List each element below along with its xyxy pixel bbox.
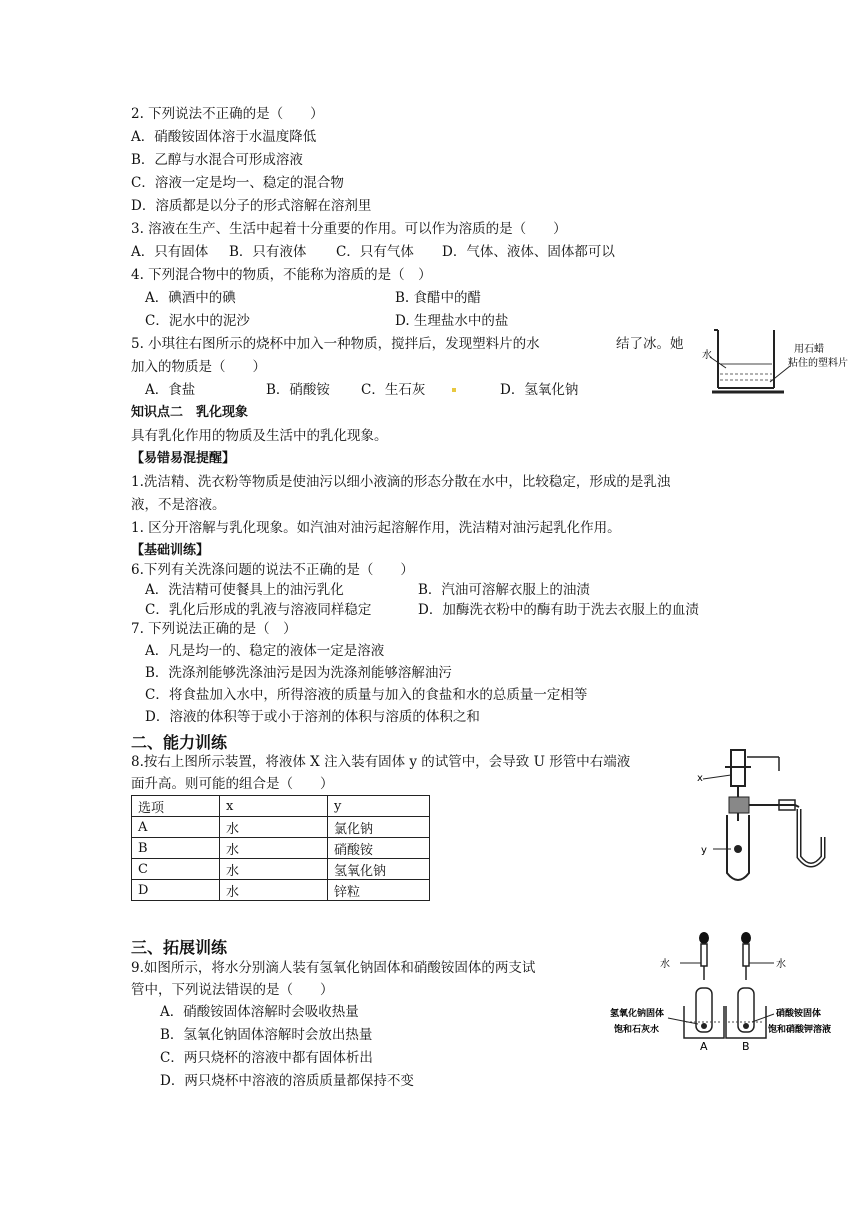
q7-option-b: B．洗涤剂能够洗涤油污是因为洗涤剂能够溶解油污 [145,665,452,681]
table-cell: D [132,880,220,901]
beaker-note-line1: 用石蜡 [794,344,824,355]
q3-option-b: B．只有液体 [229,244,307,260]
table-row [132,859,430,880]
table-header-cell: x [220,796,328,817]
q4-stem: 4. 下列混合物中的物质，不能称为溶质的是（ ） [131,267,432,283]
q3-option-c: C．只有气体 [336,244,414,260]
left-water-label: 水 [660,959,670,970]
beaker-a-label: A [700,1040,708,1052]
limewater-label: 饱和石灰水 [614,1025,660,1035]
tips-line3: 1. 区分开溶解与乳化现象。如汽油对油污起溶解作用，洗洁精对油污起乳化作用。 [131,520,621,536]
table-row [132,880,430,901]
beaker-figure [700,322,860,398]
q9-option-c: C．两只烧杯的溶液中都有固体析出 [160,1050,373,1066]
q2-stem: 2. 下列说法不正确的是（ ） [131,106,324,122]
tips-line2: 液，不是溶液。 [131,497,226,513]
table-cell: 氯化钠 [328,817,430,838]
q5-option-b: B．硝酸铵 [266,382,330,398]
section-2-title: 二、能力训练 [131,733,228,752]
q2-option-c: C．溶液一定是均一、稳定的混合物 [131,175,344,191]
q8-options-table [131,795,430,901]
tips-title: 【易错易混提醒】 [131,451,236,466]
q4-option-a: A．碘酒中的碘 [145,290,236,306]
stray-dot [452,388,456,392]
q6-option-d: D．加酶洗衣粉中的酶有助于洗去衣服上的血渍 [418,602,699,618]
table-row [132,838,430,859]
naoh-label: 氢氧化钠固体 [610,1009,665,1019]
q7-option-d: D．溶液的体积等于或小于溶剂的体积与溶质的体积之和 [145,709,480,725]
q2-option-b: B．乙醇与水混合可形成溶液 [131,152,303,168]
q6-option-c: C．乳化后形成的乳液与溶液同样稳定 [145,602,372,618]
q7-option-c: C．将食盐加入水中，所得溶液的质量与加入的食盐和水的总质量一定相等 [145,687,588,703]
table-cell: A [132,817,220,838]
q9-option-b: B．氢氧化钠固体溶解时会放出热量 [160,1027,373,1043]
section-3-title: 三、拓展训练 [131,938,228,957]
q7-option-a: A．凡是均一的、稳定的液体一定是溶液 [145,643,385,659]
table-cell: 硝酸铵 [328,838,430,859]
knowledge-point-2-desc: 具有乳化作用的物质及生活中的乳化现象。 [131,428,388,444]
table-cell: 水 [220,859,328,880]
q5-stem-part1: 5. 小琪往右图所示的烧杯中加入一种物质，搅拌后，发现塑料片的水 [131,336,540,352]
table-cell: 锌粒 [328,880,430,901]
two-beakers-figure [608,930,856,1052]
beaker-water-label: 水 [702,350,712,361]
u-tube-x-label: x [697,773,703,784]
table-cell: 水 [220,817,328,838]
right-water-label: 水 [776,959,786,970]
knowledge-point-2-title: 知识点二 乳化现象 [131,405,249,420]
tips-line1: 1.洗洁精、洗衣粉等物质是使油污以细小液滴的形态分散在水中，比较稳定，形成的是乳浊 [131,474,671,490]
q2-option-d: D．溶质都是以分子的形式溶解在溶剂里 [131,198,372,214]
nh4no3-label: 硝酸铵固体 [776,1009,822,1019]
table-cell: B [132,838,220,859]
u-tube-figure [695,745,845,895]
q3-option-d: D．气体、液体、固体都可以 [442,244,615,260]
table-row [132,817,430,838]
q5-option-a: A．食盐 [145,382,196,398]
table-cell: 水 [220,838,328,859]
table-header-cell: 选项 [132,796,220,817]
q5-option-d: D．氢氧化钠 [500,382,579,398]
table-cell: C [132,859,220,880]
beaker-note-line2: 粘住的塑料片 [788,358,848,369]
table-cell: 氢氧化钠 [328,859,430,880]
q4-option-c: C．泥水中的泥沙 [145,313,250,329]
q6-stem: 6.下列有关洗涤问题的说法不正确的是（ ） [131,562,414,578]
beaker-b-label: B [742,1040,750,1052]
q2-option-a: A．硝酸铵固体溶于水温度降低 [131,129,317,145]
kno3-label: 饱和硝酸钾溶液 [768,1025,832,1035]
q7-stem: 7. 下列说法正确的是（ ） [131,621,297,637]
q5-stem-part3: 加入的物质是（ ） [131,359,266,375]
q5-option-c: C．生石灰 [361,382,426,398]
q9-stem-line1: 9.如图所示，将水分别滴人装有氢氧化钠固体和硝酸铵固体的两支试 [131,960,536,976]
q3-option-a: A．只有固体 [131,244,209,260]
q6-option-b: B．汽油可溶解衣服上的油渍 [418,582,590,598]
q8-stem-line1: 8.按右上图所示装置，将液体 X 注入装有固体 y 的试管中，会导致 U 形管中右端液 [131,754,631,770]
table-header-row [132,796,430,817]
q6-option-a: A．洗洁精可使餐具上的油污乳化 [145,582,344,598]
q4-option-d: D. 生理盐水中的盐 [395,313,509,329]
table-cell: 水 [220,880,328,901]
table-header-cell: y [328,796,430,817]
q5-stem-part2: 结了冰。她 [616,336,684,352]
q4-option-b: B. 食醋中的醋 [395,290,482,306]
q8-stem-line2: 面升高。则可能的组合是（ ） [131,776,334,792]
basic-training-title: 【基础训练】 [131,543,210,558]
q3-stem: 3. 溶液在生产、生活中起着十分重要的作用。可以作为溶质的是（ ） [131,221,567,237]
q9-option-d: D．两只烧杯中溶液的溶质质量都保持不变 [160,1073,414,1089]
q9-option-a: A．硝酸铵固体溶解时会吸收热量 [160,1004,359,1020]
q9-stem-line2: 管中，下列说法错误的是（ ） [131,982,334,998]
u-tube-y-label: y [701,845,707,856]
